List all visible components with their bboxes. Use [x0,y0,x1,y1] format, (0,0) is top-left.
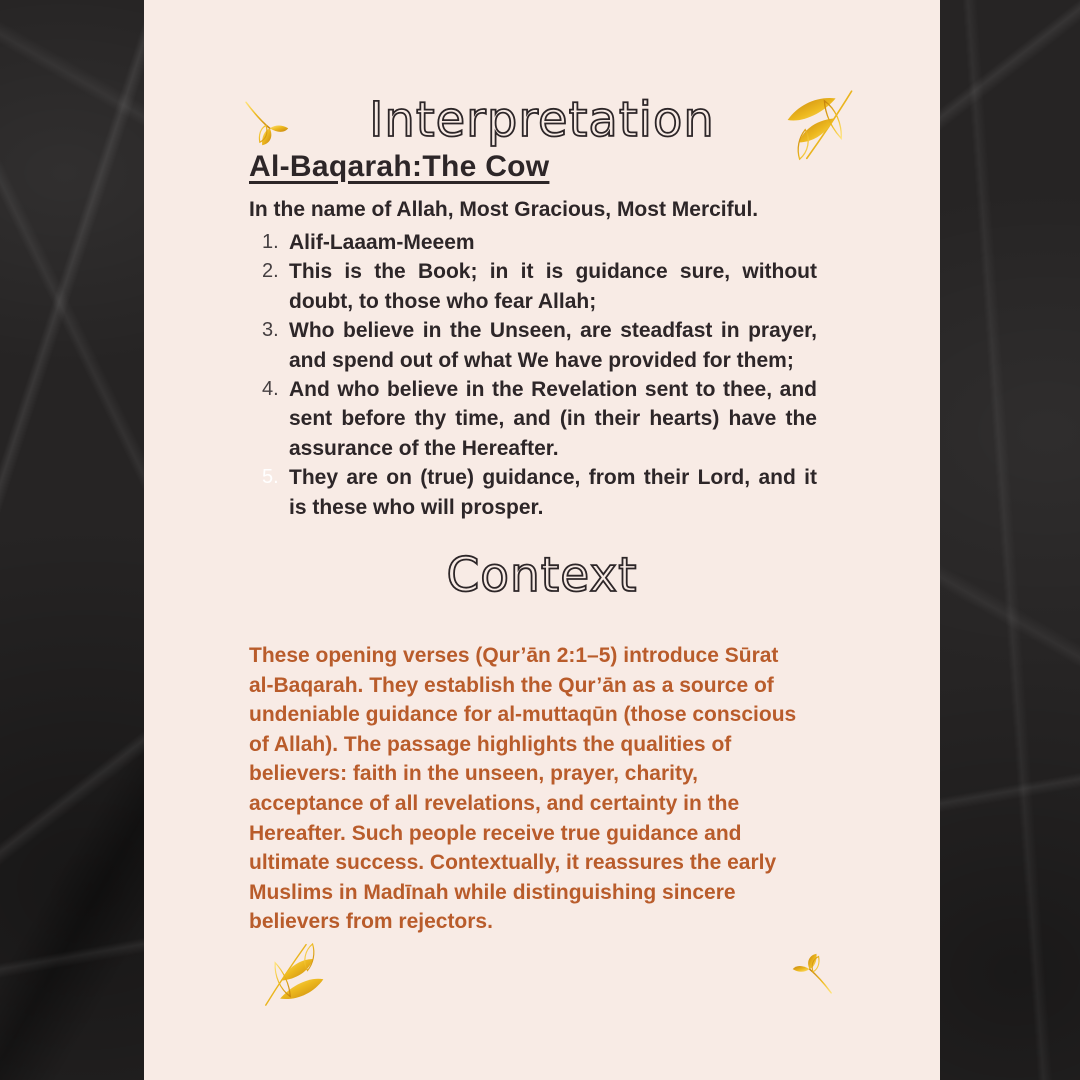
verse-number: 3. [262,319,279,342]
verse-item [249,228,817,257]
verse-number: 4. [262,378,279,401]
gold-leaf-cluster-icon [254,936,338,1008]
verse-item [249,463,817,522]
context-paragraph: These opening verses (Qur’ān 2:1–5) introduce Sūrat al-Baqarah. They establish the Qur’ān as a source of undeniable guidance for al-muttaqūn (those conscious of Allah). The passage highlights the qualities of believers: faith in the unseen, prayer, charity, acceptance of all revelations, and certainty in the Hereafter. Such people receive true guidance and ultimate success. Contextually, it reassures the early Muslims in Madīnah while distinguishing sincere believers from rejectors. [249,644,797,934]
page-title: Interpretation [369,92,715,148]
verse-item [249,316,817,375]
gold-leaf-sprig-icon [792,953,834,995]
verse-text: This is the Book; in it is guidance sure, without doubt, to those who fear Allah; [289,260,817,313]
gold-leaf-cluster-icon [778,86,858,170]
verse-item [249,375,817,463]
verse-text: They are on (true) guidance, from their Lord, and it is these who will prosper. [289,466,817,519]
verse-number: 2. [262,260,279,283]
verse-text: And who believe in the Revelation sent to thee, and sent before thy time, and (in their hearts) have the assurance of the Hereafter. [289,378,817,460]
context-heading: Context [446,548,638,603]
verse-text: Who believe in the Unseen, are steadfast in prayer, and spend out of what We have provided for them; [289,319,817,372]
verse-number: 5. [262,466,279,489]
verse-number: 1. [262,231,279,253]
bismillah-line: In the name of Allah, Most Gracious, Most Merciful. [249,198,759,221]
content-panel [144,0,940,1080]
verse-list [249,228,817,522]
verse-text: Alif-Laaam-Meeem [289,231,475,254]
verse-item [249,257,817,316]
surah-heading: Al-Baqarah:The Cow [249,150,550,183]
